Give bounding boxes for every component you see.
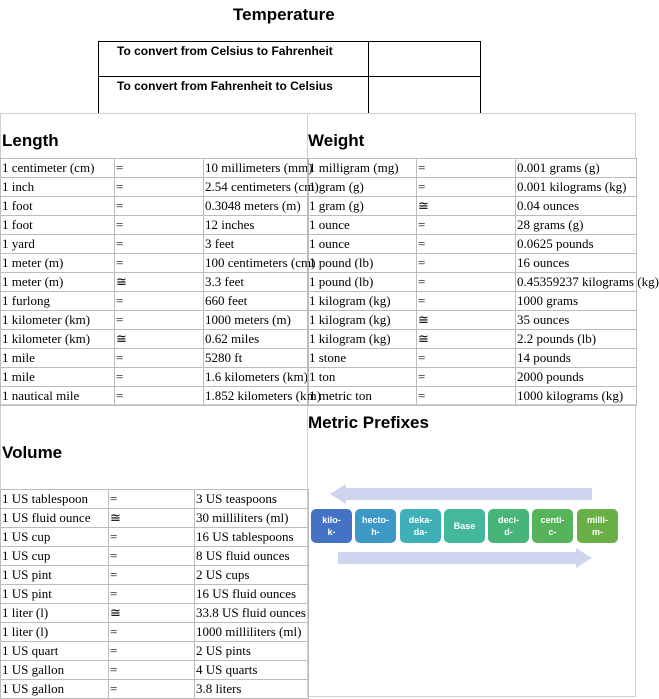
from-unit-cell: 1 US fluid ounce	[1, 509, 109, 528]
to-unit-cell: 3 feet	[204, 235, 309, 254]
table-row	[1, 311, 309, 330]
length-title: Length	[2, 131, 59, 150]
table-row	[1, 642, 309, 661]
to-unit-cell: 0.0625 pounds	[516, 235, 637, 254]
to-unit-cell: 2000 pounds	[516, 368, 637, 387]
volume-title: Volume	[2, 443, 63, 462]
length-table	[0, 158, 321, 406]
to-unit-cell: 14 pounds	[516, 349, 637, 368]
relation-cell: =	[109, 623, 195, 642]
prefix-chip-milli	[577, 509, 618, 543]
to-unit-cell: 5280 ft	[204, 349, 309, 368]
relation-cell: =	[109, 528, 195, 547]
to-unit-cell: 4 US quarts	[195, 661, 309, 680]
weight-table	[307, 158, 659, 406]
from-unit-cell: 1 liter (l)	[1, 623, 109, 642]
table-row	[308, 216, 637, 235]
prefix-chip-deci	[488, 509, 529, 543]
table-row	[1, 604, 309, 623]
table-row	[308, 349, 637, 368]
from-unit-cell: 1 furlong	[1, 292, 115, 311]
table-row	[308, 235, 637, 254]
relation-cell: =	[417, 254, 516, 273]
from-unit-cell: 1 US cup	[1, 528, 109, 547]
from-unit-cell: 1 liter (l)	[1, 604, 109, 623]
prefix-chip-base	[444, 509, 485, 543]
to-unit-cell: 1.6 kilometers (km)	[204, 368, 309, 387]
table-row	[1, 216, 309, 235]
to-unit-cell: 0.04 ounces	[516, 197, 637, 216]
table-row	[1, 490, 309, 509]
to-unit-cell: 8 US fluid ounces	[195, 547, 309, 566]
to-unit-cell: 16 US tablespoons	[195, 528, 309, 547]
from-unit-cell: 1 kilogram (kg)	[308, 330, 417, 349]
relation-cell: =	[115, 216, 204, 235]
prefix-chip-deka	[400, 509, 441, 543]
relation-cell: =	[115, 159, 204, 178]
relation-cell: =	[115, 349, 204, 368]
relation-cell: =	[115, 311, 204, 330]
relation-cell: ≅	[115, 273, 204, 292]
prefix-chip-label: deka- da-	[408, 515, 433, 537]
to-unit-cell: 10 millimeters (mm)	[204, 159, 309, 178]
celsius-to-fahrenheit-value	[368, 42, 369, 76]
from-unit-cell: 1 US cup	[1, 547, 109, 566]
prefix-chip-hecto	[355, 509, 396, 543]
prefix-chip-kilo	[311, 509, 352, 543]
metric-prefixes-title: Metric Prefixes	[308, 413, 429, 432]
to-unit-cell: 100 centimeters (cm)	[204, 254, 309, 273]
to-unit-cell: 2.54 centimeters (cm)	[204, 178, 309, 197]
to-unit-cell: 0.001 kilograms (kg)	[516, 178, 637, 197]
fahrenheit-to-celsius-value	[368, 77, 369, 114]
to-unit-cell: 28 grams (g)	[516, 216, 637, 235]
from-unit-cell: 1 stone	[308, 349, 417, 368]
table-row	[1, 349, 309, 368]
relation-cell: =	[417, 273, 516, 292]
table-row	[308, 254, 637, 273]
table-row	[308, 273, 637, 292]
from-unit-cell: 1 US gallon	[1, 661, 109, 680]
from-unit-cell: 1 US pint	[1, 585, 109, 604]
to-unit-cell: 0.3048 meters (m)	[204, 197, 309, 216]
table-row	[308, 292, 637, 311]
to-unit-cell: 1000 meters (m)	[204, 311, 309, 330]
table-row	[1, 585, 309, 604]
table-row	[1, 680, 309, 699]
from-unit-cell: 1 kilogram (kg)	[308, 292, 417, 311]
relation-cell: ≅	[417, 330, 516, 349]
table-row	[1, 330, 309, 349]
to-unit-cell: 0.45359237 kilograms (kg)	[516, 273, 637, 292]
from-unit-cell: 1 gram (g)	[308, 178, 417, 197]
from-unit-cell: 1 ounce	[308, 216, 417, 235]
from-unit-cell: 1 mile	[1, 349, 115, 368]
fahrenheit-to-celsius-row	[98, 76, 481, 114]
table-row	[308, 330, 637, 349]
relation-cell: =	[109, 585, 195, 604]
relation-cell: =	[115, 235, 204, 254]
from-unit-cell: 1 centimeter (cm)	[1, 159, 115, 178]
to-unit-cell: 2.2 pounds (lb)	[516, 330, 637, 349]
to-unit-cell: 0.62 miles	[204, 330, 309, 349]
to-unit-cell: 1000 milliliters (ml)	[195, 623, 309, 642]
from-unit-cell: 1 ounce	[308, 235, 417, 254]
table-row	[1, 566, 309, 585]
temperature-title: Temperature	[233, 5, 335, 24]
from-unit-cell: 1 inch	[1, 178, 115, 197]
table-row	[1, 178, 309, 197]
prefix-chip-label: deci- d-	[497, 515, 519, 537]
from-unit-cell: 1 US quart	[1, 642, 109, 661]
relation-cell: ≅	[417, 311, 516, 330]
relation-cell: =	[115, 387, 204, 406]
relation-cell: =	[417, 178, 516, 197]
from-unit-cell: 1 kilometer (km)	[1, 330, 115, 349]
relation-cell: =	[109, 661, 195, 680]
relation-cell: =	[115, 197, 204, 216]
relation-cell: =	[417, 216, 516, 235]
table-row	[1, 661, 309, 680]
relation-cell: ≅	[115, 330, 204, 349]
relation-cell: ≅	[109, 509, 195, 528]
relation-cell: =	[417, 349, 516, 368]
weight-title: Weight	[308, 131, 365, 150]
to-unit-cell: 3.8 liters	[195, 680, 309, 699]
table-row	[1, 368, 309, 387]
table-row	[1, 235, 309, 254]
from-unit-cell: 1 US gallon	[1, 680, 109, 699]
table-row	[1, 509, 309, 528]
table-row	[1, 547, 309, 566]
from-unit-cell: 1 nautical mile	[1, 387, 115, 406]
relation-cell: =	[109, 680, 195, 699]
from-unit-cell: 1 kilogram (kg)	[308, 311, 417, 330]
to-unit-cell: 30 milliliters (ml)	[195, 509, 309, 528]
from-unit-cell: 1 metric ton	[308, 387, 417, 406]
to-unit-cell: 35 ounces	[516, 311, 637, 330]
relation-cell: =	[417, 159, 516, 178]
prefix-chip-label: centi- c-	[540, 515, 565, 537]
relation-cell: =	[417, 387, 516, 406]
to-unit-cell: 1000 grams	[516, 292, 637, 311]
relation-cell: =	[109, 566, 195, 585]
table-row	[308, 159, 637, 178]
to-unit-cell: 16 US fluid ounces	[195, 585, 309, 604]
from-unit-cell: 1 gram (g)	[308, 197, 417, 216]
from-unit-cell: 1 mile	[1, 368, 115, 387]
table-row	[308, 311, 637, 330]
arrow-left-icon	[330, 484, 592, 504]
prefix-chip-label: hecto- h-	[362, 515, 389, 537]
relation-cell: =	[417, 235, 516, 254]
from-unit-cell: 1 foot	[1, 216, 115, 235]
to-unit-cell: 0.001 grams (g)	[516, 159, 637, 178]
temperature-conversion-table	[98, 41, 481, 114]
from-unit-cell: 1 milligram (mg)	[308, 159, 417, 178]
volume-table	[0, 489, 309, 699]
to-unit-cell: 3 US teaspoons	[195, 490, 309, 509]
to-unit-cell: 1.852 kilometers (km)	[204, 387, 309, 406]
relation-cell: =	[109, 547, 195, 566]
relation-cell: =	[115, 178, 204, 197]
relation-cell: ≅	[417, 197, 516, 216]
relation-cell: ≅	[109, 604, 195, 623]
table-row	[308, 197, 637, 216]
table-row	[1, 528, 309, 547]
from-unit-cell: 1 US tablespoon	[1, 490, 109, 509]
table-row	[1, 273, 309, 292]
table-row	[308, 387, 637, 406]
celsius-to-fahrenheit-row	[98, 41, 481, 77]
from-unit-cell: 1 meter (m)	[1, 254, 115, 273]
table-row	[308, 368, 637, 387]
from-unit-cell: 1 yard	[1, 235, 115, 254]
from-unit-cell: 1 meter (m)	[1, 273, 115, 292]
to-unit-cell: 12 inches	[204, 216, 309, 235]
relation-cell: =	[109, 642, 195, 661]
table-row	[1, 254, 309, 273]
table-row	[1, 623, 309, 642]
from-unit-cell: 1 ton	[308, 368, 417, 387]
to-unit-cell: 33.8 US fluid ounces	[195, 604, 309, 623]
to-unit-cell: 16 ounces	[516, 254, 637, 273]
table-row	[1, 159, 309, 178]
to-unit-cell: 660 feet	[204, 292, 309, 311]
table-row	[308, 178, 637, 197]
to-unit-cell: 3.3 feet	[204, 273, 309, 292]
prefix-chip-label: milli- m-	[586, 515, 608, 537]
relation-cell: =	[115, 292, 204, 311]
from-unit-cell: 1 kilometer (km)	[1, 311, 115, 330]
fahrenheit-to-celsius-label: To convert from Fahrenheit to Celsius	[117, 79, 333, 93]
table-row	[1, 197, 309, 216]
to-unit-cell: 1000 kilograms (kg)	[516, 387, 637, 406]
prefix-chip-label: kilo- k-	[322, 515, 341, 537]
relation-cell: =	[115, 254, 204, 273]
relation-cell: =	[417, 368, 516, 387]
from-unit-cell: 1 US pint	[1, 566, 109, 585]
to-unit-cell: 2 US pints	[195, 642, 309, 661]
from-unit-cell: 1 pound (lb)	[308, 273, 417, 292]
arrow-right-icon	[338, 548, 592, 568]
relation-cell: =	[417, 292, 516, 311]
prefix-chip-label: Base	[453, 521, 476, 531]
to-unit-cell: 2 US cups	[195, 566, 309, 585]
table-row	[1, 387, 309, 406]
from-unit-cell: 1 foot	[1, 197, 115, 216]
prefix-chip-centi	[532, 509, 573, 543]
relation-cell: =	[109, 490, 195, 509]
from-unit-cell: 1 pound (lb)	[308, 254, 417, 273]
relation-cell: =	[115, 368, 204, 387]
celsius-to-fahrenheit-label: To convert from Celsius to Fahrenheit	[117, 44, 333, 58]
table-row	[1, 292, 309, 311]
